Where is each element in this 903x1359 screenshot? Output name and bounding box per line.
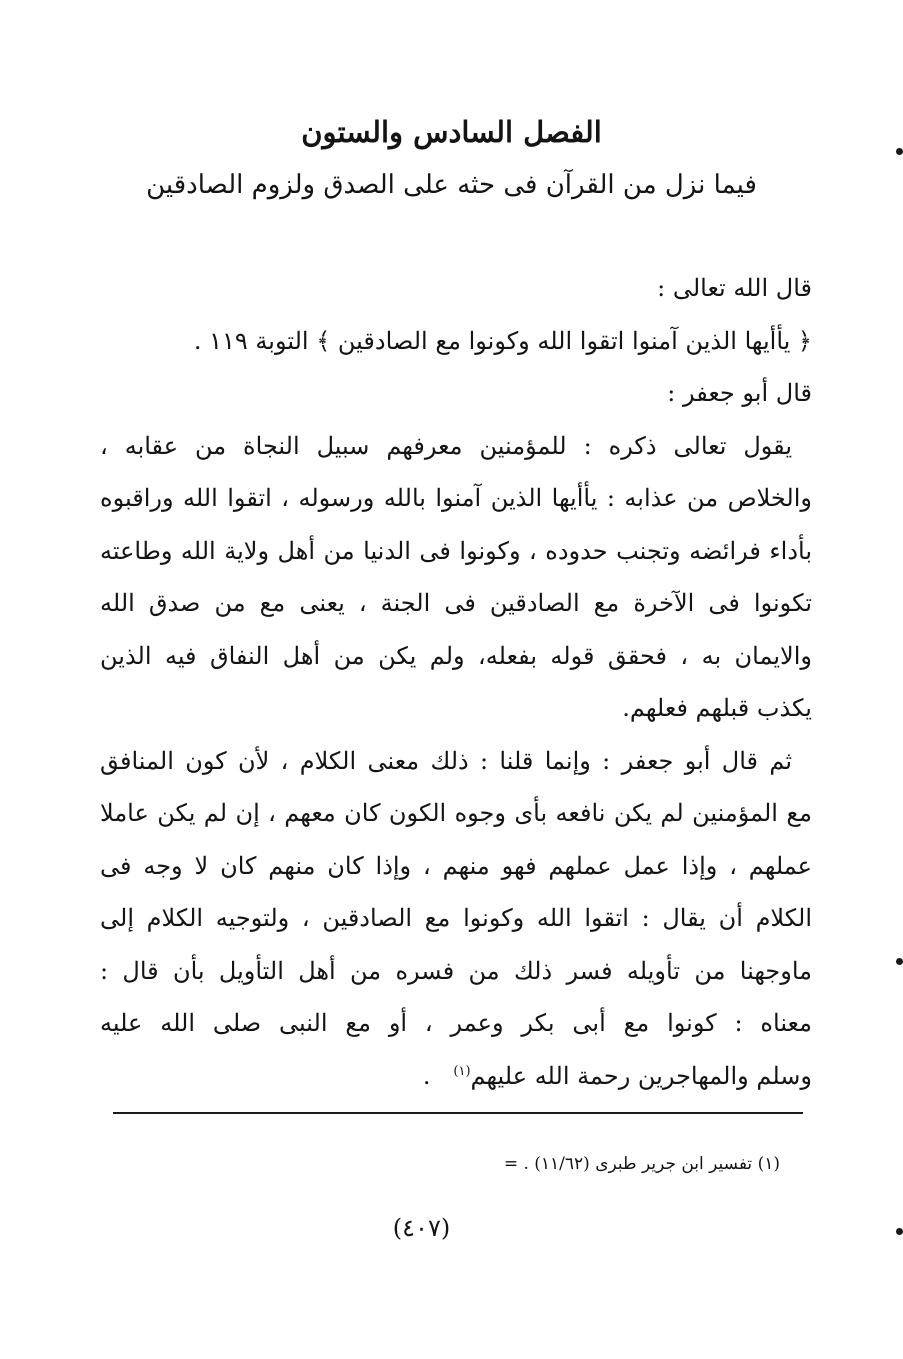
text-line: والايمان به ، فحقق قوله بفعله، ولم يكن من أهل النفاق فيه الذين (100, 641, 812, 670)
footnote-divider (113, 1112, 803, 1114)
chapter-subtitle: فيما نزل من القرآن فى حثه على الصدق ولزوم الصادقين (146, 170, 757, 200)
body-text (100, 262, 812, 1102)
text-line: معناه : كونوا مع أبى بكر وعمر ، أو مع النبى صلى الله عليه (100, 1009, 812, 1037)
text-line-last (100, 1050, 812, 1103)
text-line: قال أبو جعفر : (667, 379, 812, 407)
text-line: يقول تعالى ذكره : للمؤمنين معرفهم سبيل النجاة من عقابه ، (100, 431, 792, 460)
text-line: عملهم ، وإذا عمل عملهم فهو منهم ، وإذا كان منهم كان لا وجه فى (100, 851, 812, 880)
text-line-period: . (422, 1061, 431, 1090)
text-line: يكذب قبلهم فعلهم. (622, 694, 812, 722)
text-line: قال الله تعالى : (657, 274, 812, 302)
page-number: (٤٠٧) (392, 1214, 451, 1242)
margin-dot (896, 148, 903, 155)
margin-dot (896, 958, 903, 965)
text-line: والخلاص من عذابه : يأأيها الذين آمنوا بالله ورسوله ، اتقوا الله وراقبوه (100, 484, 812, 512)
text-line: ماوجهنا من تأويله فسر ذلك من فسره من أهل التأويل بأن قال : (100, 956, 812, 985)
chapter-title: الفصل السادس والستون (301, 115, 602, 149)
text-line: ثم قال أبو جعفر : وإنما قلنا : ذلك معنى الكلام ، لأن كون المنافق (100, 746, 792, 775)
text-line: بأداء فرائضه وتجنب حدوده ، وكونوا فى الدنيا من أهل ولاية الله وطاعته (100, 536, 812, 565)
margin-dot (896, 1228, 903, 1235)
footnote-marker: (١) (453, 1063, 471, 1079)
text-line: الكلام أن يقال : اتقوا الله وكونوا مع الصادقين ، ولتوجيه الكلام إلى (100, 904, 812, 932)
text-line-content: وسلم والمهاجرين رحمة الله عليهم (470, 1061, 812, 1090)
quran-verse-line: ﴿ يأأيها الذين آمنوا اتقوا الله وكونوا مع الصادقين ﴾ التوبة ١١٩ . (193, 326, 812, 355)
footnote: (١) تفسير ابن جرير طبرى (١١/٦٢) . = (503, 1154, 780, 1174)
text-line: مع المؤمنين لم يكن نافعه بأى وجوه الكون كان معهم ، إن لم يكن عاملا (100, 799, 812, 827)
text-line: تكونوا فى الآخرة مع الصادقين فى الجنة ، يعنى مع من صدق الله (100, 589, 812, 617)
